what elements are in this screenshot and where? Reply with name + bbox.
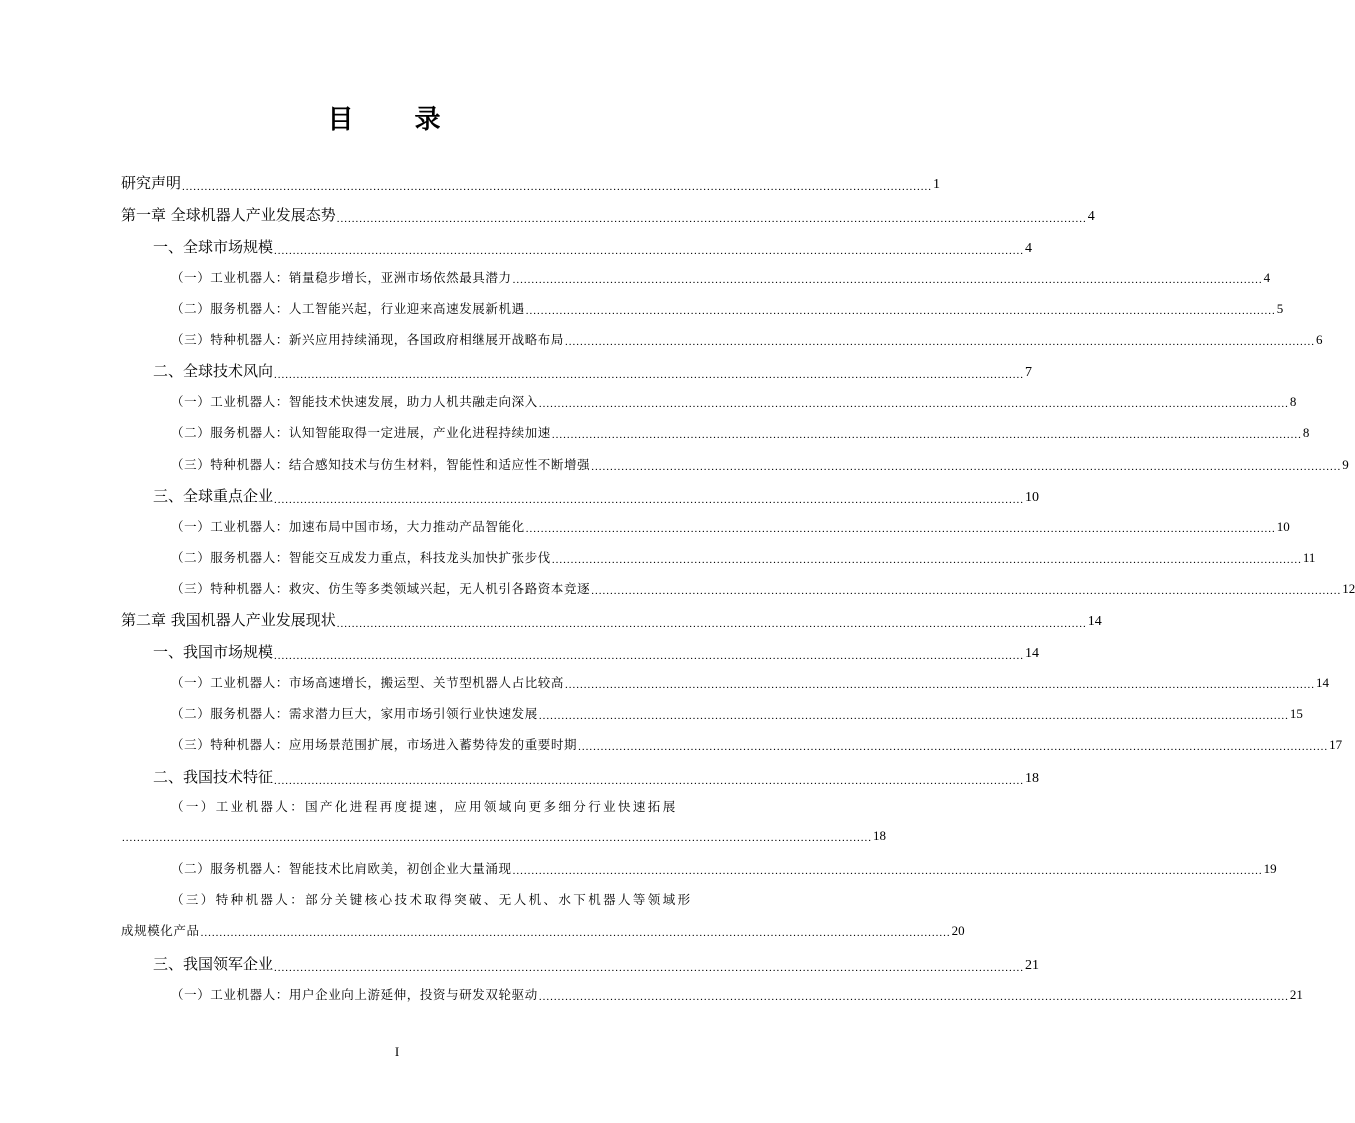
toc-title: 目 录 — [327, 105, 467, 135]
toc-entry[interactable] — [171, 423, 1310, 441]
toc-entry-text: 三、我国领军企业 — [153, 955, 274, 973]
toc-leader-dots: ........................................................................................................................................................................................................ — [182, 181, 933, 193]
toc-entry[interactable] — [171, 735, 1343, 753]
toc-entry[interactable] — [153, 953, 1040, 974]
toc-entry-page: 14 — [1025, 646, 1040, 661]
toc-entry-page: 8 — [1289, 394, 1297, 409]
toc-entry-text: 三、全球重点企业 — [153, 487, 274, 505]
toc-entry-page: 6 — [1316, 332, 1323, 347]
toc-entry-page: 1 — [933, 177, 941, 192]
toc-leader-dots: ........................................................................................................................................................................................................ — [336, 213, 1087, 225]
toc-entry[interactable] — [121, 172, 941, 193]
toc-leader-dots: ........................................................................................................................................................................................................ — [274, 245, 1025, 257]
toc-entry-continued[interactable] — [121, 828, 886, 844]
toc-entry-text: （一）工业机器人：销量稳步增长，亚洲市场依然最具潜力 — [171, 270, 512, 285]
toc-entry-text: （一）工业机器人：加速布局中国市场，大力推动产品智能化 — [171, 519, 525, 534]
toc-entry-page: 15 — [1289, 706, 1303, 721]
toc-entry[interactable] — [171, 330, 1323, 348]
toc-entry-text: （三）特种机器人：新兴应用持续涌现，各国政府相继展开战略布局 — [171, 332, 565, 347]
toc-entry-page: 10 — [1025, 490, 1040, 505]
toc-entry-page: 8 — [1302, 425, 1310, 440]
toc-entry-text: （二）服务机器人：智能技术比肩欧美，初创企业大量涌现 — [171, 861, 512, 876]
toc-entry-text: 一、全球市场规模 — [153, 238, 274, 256]
toc-entry[interactable] — [153, 236, 1033, 257]
toc-leader-dots: ........................................................................................................................................................................................................ — [538, 710, 1289, 722]
toc-entry-text: （三）特种机器人：结合感知技术与仿生材料，智能性和适应性不断增强 — [171, 457, 591, 472]
toc-entry-page: 17 — [1329, 737, 1343, 752]
toc-leader-dots: ........................................................................................................................................................................................................ — [200, 927, 951, 939]
toc-entry-page: 14 — [1087, 614, 1102, 629]
toc-leader-dots: ........................................................................................................................................................................................................ — [578, 741, 1329, 753]
toc-entry-text: 一、我国市场规模 — [153, 643, 274, 661]
toc-entry[interactable] — [153, 360, 1033, 381]
toc-leader-dots: ........................................................................................................................................................................................................ — [274, 369, 1025, 381]
toc-leader-dots: ........................................................................................................................................................................................................ — [591, 585, 1342, 597]
toc-entry-page: 21 — [1289, 987, 1303, 1002]
page-number: I — [394, 1044, 400, 1059]
toc-entry[interactable] — [153, 641, 1040, 662]
toc-entry-page: 4 — [1263, 270, 1271, 285]
toc-leader-dots: ........................................................................................................................................................................................................ — [538, 991, 1289, 1003]
toc-entry-page: 4 — [1025, 241, 1033, 256]
toc-entry-text: （三）特种机器人：救灾、仿生等多类领域兴起，无人机引各路资本竞逐 — [171, 581, 591, 596]
toc-entry-page: 5 — [1276, 301, 1284, 316]
toc-leader-dots: ........................................................................................................................................................................................................ — [274, 775, 1025, 787]
toc-entry-page: 10 — [1276, 519, 1290, 534]
toc-entry-text: （二）服务机器人：认知智能取得一定进展，产业化进程持续加速 — [171, 425, 551, 440]
toc-entry-page: 18 — [873, 828, 886, 843]
toc-entry[interactable] — [171, 548, 1316, 566]
toc-leader-dots: ........................................................................................................................................................................................................ — [551, 429, 1302, 441]
toc-entry-text: （一）工业机器人：用户企业向上游延伸，投资与研发双轮驱动 — [171, 987, 538, 1002]
toc-entry-text: 第一章 全球机器人产业发展态势 — [121, 206, 336, 224]
toc-entry-page: 11 — [1302, 550, 1316, 565]
toc-leader-dots: ........................................................................................................................................................................................................ — [525, 523, 1276, 535]
toc-entry[interactable] — [171, 392, 1297, 410]
toc-leader-dots: ........................................................................................................................................................................................................ — [551, 554, 1302, 566]
toc-leader-dots: ........................................................................................................................................................................................................ — [274, 962, 1025, 974]
toc-entry-page: 14 — [1316, 675, 1330, 690]
toc-entry[interactable] — [171, 455, 1349, 473]
toc-entry-page: 4 — [1087, 209, 1095, 224]
toc-entry[interactable] — [171, 517, 1290, 535]
toc-entry-page: 19 — [1263, 861, 1277, 876]
toc-entry-text: 二、我国技术特征 — [153, 768, 274, 786]
toc-leader-dots: ........................................................................................................................................................................................................ — [525, 305, 1276, 317]
toc-entry-page: 7 — [1025, 365, 1033, 380]
toc-leader-dots: ........................................................................................................................................................................................................ — [512, 274, 1263, 286]
toc-leader-dots: ........................................................................................................................................................................................................ — [591, 461, 1342, 473]
toc-entry[interactable] — [171, 673, 1330, 691]
toc-leader-dots: ........................................................................................................................................................................................................ — [538, 398, 1289, 410]
toc-entry-text: （二）服务机器人：需求潜力巨大，家用市场引领行业快速发展 — [171, 706, 538, 721]
toc-leader-dots: ........................................................................................................................................................................................................ — [565, 679, 1316, 691]
toc-entry[interactable] — [171, 704, 1303, 722]
toc-entry[interactable] — [171, 985, 1303, 1003]
toc-leader-dots: ........................................................................................................................................................................................................ — [336, 618, 1087, 630]
toc-entry-page: 9 — [1342, 457, 1349, 472]
toc-leader-dots: ........................................................................................................................................................................................................ — [274, 650, 1025, 662]
toc-entry-page: 12 — [1342, 581, 1355, 596]
toc-entry[interactable] — [121, 609, 1102, 630]
toc-entry[interactable] — [171, 268, 1271, 286]
toc-entry-page: 20 — [951, 923, 965, 938]
toc-entry[interactable] — [153, 766, 1040, 787]
toc-entry-text: （三）特种机器人：应用场景范围扩展，市场进入蓄势待发的重要时期 — [171, 737, 578, 752]
toc-entry[interactable] — [121, 204, 1095, 225]
toc-entry[interactable] — [171, 859, 1277, 877]
toc-entry-text: 第二章 我国机器人产业发展现状 — [121, 611, 336, 629]
toc-entry-continued[interactable] — [121, 921, 965, 939]
toc-entry-text: 二、全球技术风向 — [153, 362, 274, 380]
toc-leader-dots: ........................................................................................................................................................................................................ — [122, 832, 872, 844]
toc-leader-dots: ........................................................................................................................................................................................................ — [512, 865, 1263, 877]
toc-entry-text: （一）工业机器人：智能技术快速发展，助力人机共融走向深入 — [171, 394, 538, 409]
toc-entry-page: 18 — [1025, 771, 1040, 786]
toc-leader-dots: ........................................................................................................................................................................................................ — [274, 494, 1025, 506]
toc-entry-text[interactable]: （一）工业机器人：国产化进程再度提速，应用领域向更多细分行业快速拓展 — [171, 799, 678, 814]
toc-entry[interactable] — [171, 299, 1284, 317]
toc-entry-text: （二）服务机器人：人工智能兴起，行业迎来高速发展新机遇 — [171, 301, 525, 316]
toc-entry-text: （一）工业机器人：市场高速增长，搬运型、关节型机器人占比较高 — [171, 675, 565, 690]
toc-entry-text: 研究声明 — [121, 174, 182, 192]
toc-entry-text[interactable]: （三）特种机器人：部分关键核心技术取得突破、无人机、水下机器人等领域形 — [171, 892, 693, 907]
toc-entry[interactable] — [153, 485, 1040, 506]
toc-entry-page: 21 — [1025, 958, 1040, 973]
toc-leader-dots: ........................................................................................................................................................................................................ — [565, 336, 1316, 348]
toc-entry-text: 成规模化产品 — [121, 923, 200, 938]
toc-entry-text: （二）服务机器人：智能交互成发力重点，科技龙头加快扩张步伐 — [171, 550, 551, 565]
toc-entry[interactable] — [171, 579, 1355, 597]
